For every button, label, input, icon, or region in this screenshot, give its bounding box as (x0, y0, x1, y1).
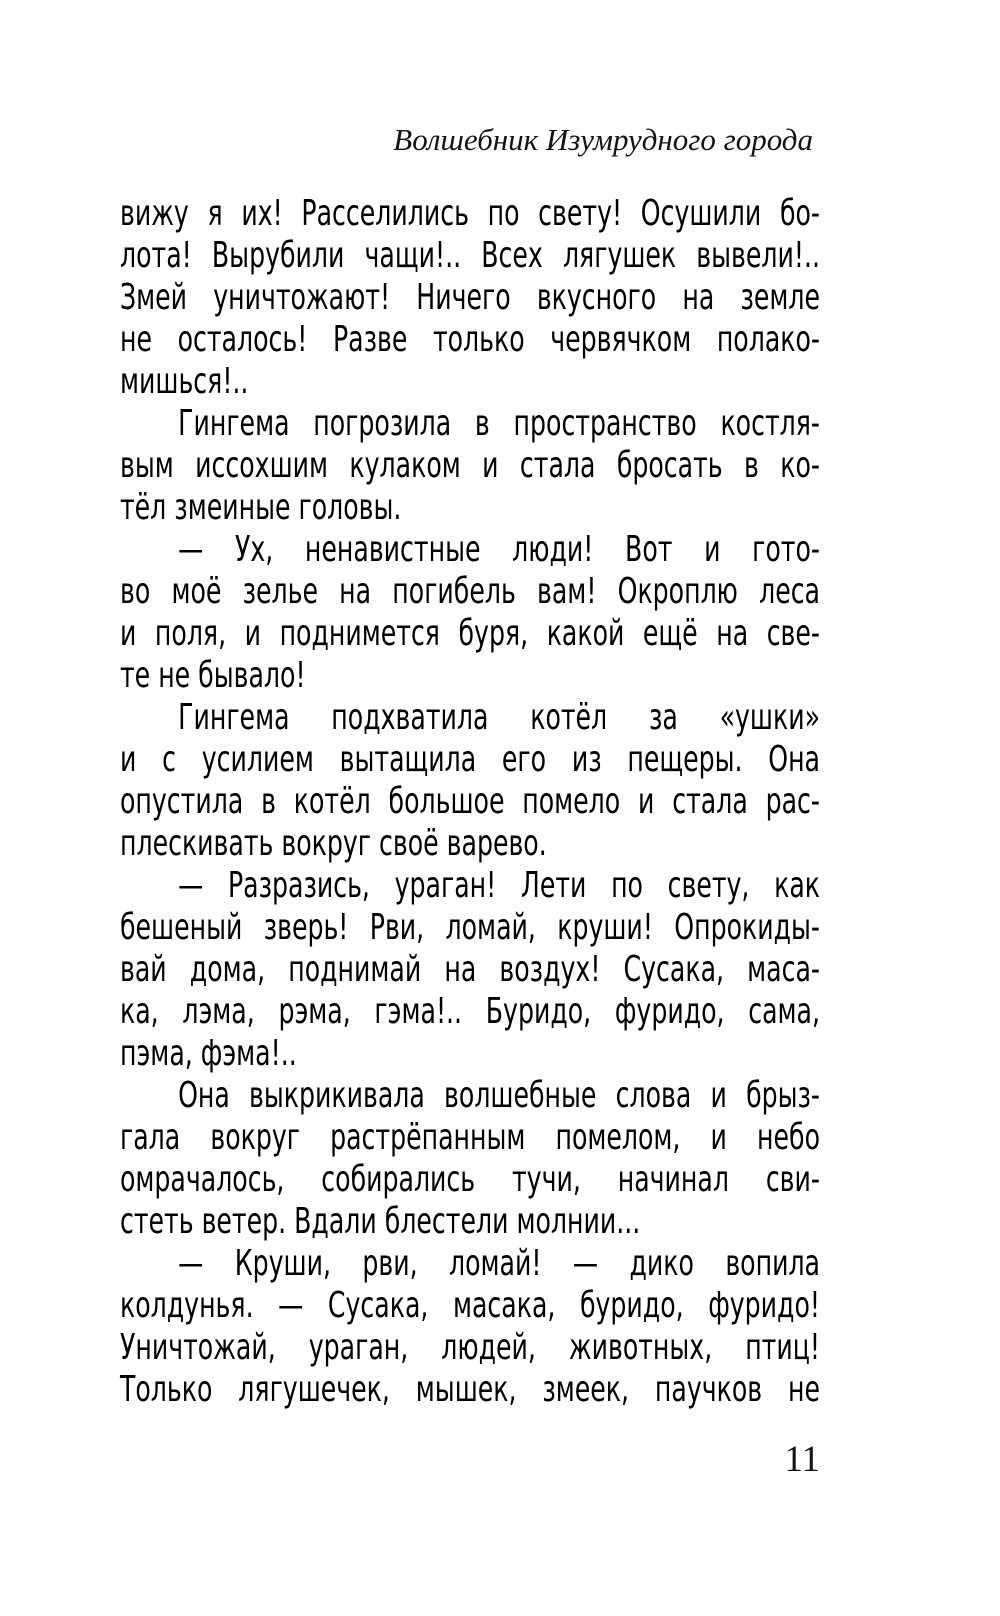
running-header: Волшебник Изумрудного города (393, 122, 813, 157)
text-line: и с усилием вытащила его из пещеры. Она (120, 739, 820, 780)
text-line: омрачалось, собирались тучи, начинал сви- (120, 1159, 820, 1200)
text-line: — Ух, ненавистные люди! Вот и гото- (178, 529, 821, 570)
text-line: бешеный зверь! Рви, ломай, круши! Опрокиды- (120, 907, 820, 948)
text-line: гала вокруг растрёпанным помелом, и небо (120, 1117, 820, 1158)
text-line: стеть ветер. Вдали блестели молнии... (120, 1201, 641, 1242)
text-line: вижу я их! Расселились по свету! Осушили бо- (120, 193, 820, 234)
text-line: плескивать вокруг своё варево. (120, 823, 547, 864)
text-line: пэма, фэма!.. (120, 1033, 297, 1074)
text-line: Она выкрикивала волшебные слова и брыз- (178, 1075, 821, 1116)
text-line: колдунья. — Сусака, масака, буридо, фуридо! (120, 1285, 820, 1326)
text-line: Гингема подхватила котёл за «ушки» (178, 697, 821, 738)
text-line: опустила в котёл большое помело и стала рас- (120, 781, 820, 822)
text-line: Только лягушечек, мышек, змеек, паучков не (120, 1369, 820, 1410)
text-line: тёл змеиные головы. (120, 487, 402, 528)
page-number: 11 (784, 1439, 820, 1480)
text-line: ка, лэма, рэма, гэма!.. Буридо, фуридо, сама, (120, 991, 820, 1032)
text-line: — Разразись, ураган! Лети по свету, как (178, 865, 821, 906)
text-line: вай дома, поднимай на воздух! Сусака, маса- (120, 949, 820, 990)
text-line: лота! Вырубили чащи!.. Всех лягушек вывели!.. (120, 235, 820, 276)
text-line: мишься!.. (120, 361, 249, 402)
text-line: те не бывало! (120, 655, 306, 696)
body-text (120, 193, 820, 1411)
text-line: Змей уничтожают! Ничего вкусного на земле (120, 277, 820, 318)
text-line: Гингема погрозила в пространство костля- (178, 403, 821, 444)
text-line: во моё зелье на погибель вам! Окроплю леса (120, 571, 820, 612)
text-line: вым иссохшим кулаком и стала бросать в ко- (120, 445, 820, 486)
text-line: не осталось! Разве только червячком полако- (120, 319, 820, 360)
text-line: и поля, и поднимется буря, какой ещё на све- (120, 613, 820, 654)
text-line: — Круши, рви, ломай! — дико вопила (178, 1243, 821, 1284)
text-line: Уничтожай, ураган, людей, животных, птиц! (120, 1327, 820, 1368)
